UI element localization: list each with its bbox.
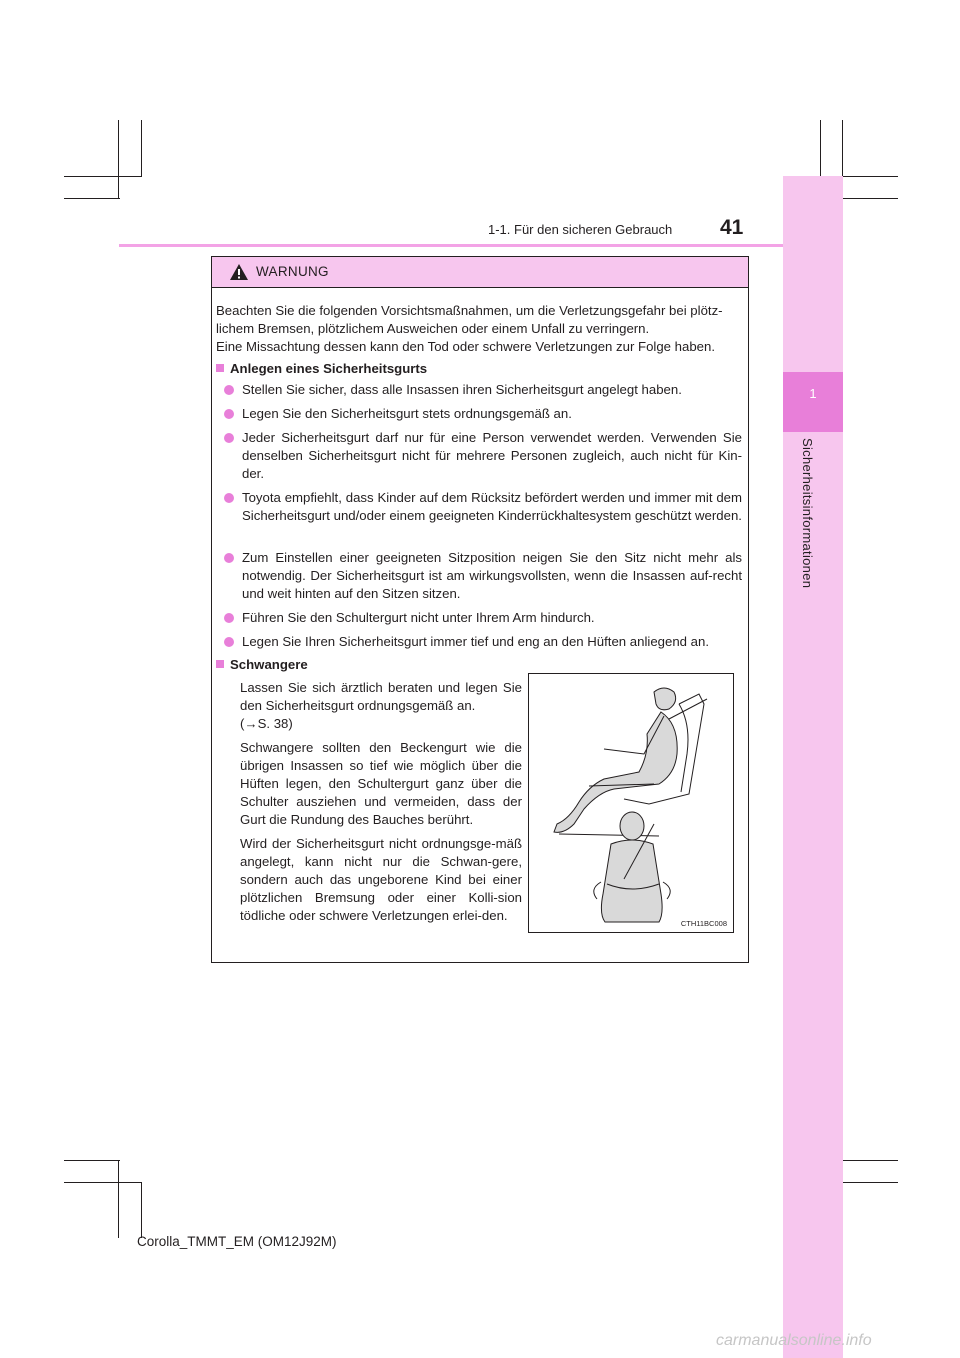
- list-item: [224, 405, 742, 423]
- crop-mark: [842, 198, 898, 199]
- pregnant-paragraph-2: Schwangere sollten den Beckengurt wie die übrigen Insassen so tief wie möglich über die Hüften legen, den Schultergurt ganz über die Schulter ausziehen und vermeiden, dass der Gurt die Rundung des Bauches berührt.: [240, 740, 522, 827]
- list-item-text: Toyota empfiehlt, dass Kinder auf dem Rücksitz befördert werden und immer mit dem Sicherheitsgurt und/oder einem geeigneten Kinderrückhaltesystem geschützt werden.: [242, 490, 742, 523]
- crop-mark: [820, 120, 821, 176]
- warning-header: [212, 257, 748, 288]
- crop-mark: [64, 198, 120, 199]
- square-bullet-icon: [216, 364, 224, 372]
- page-reference: (→S. 38): [240, 716, 293, 731]
- warning-box: [211, 256, 749, 963]
- chapter-label: Sicherheitsinformationen: [800, 438, 815, 589]
- list-item-text: Legen Sie den Sicherheitsgurt stets ordnungsgemäß an.: [242, 406, 572, 421]
- list-item: [224, 429, 742, 483]
- list-item: [224, 633, 742, 651]
- crop-mark: [842, 1160, 898, 1161]
- list-item-text: Zum Einstellen einer geeigneten Sitzposition neigen Sie den Sitz nicht mehr als notwendig. Der Sicherheitsgurt ist am wirkungsvollsten, wenn die Insassen auf-recht und weit hinten auf den Sitzen sitzen.: [242, 550, 742, 601]
- heading-text: Schwangere: [230, 657, 308, 672]
- bullet-dot-icon: [224, 613, 234, 623]
- list-item-text: Stellen Sie sicher, dass alle Insassen ihren Sicherheitsgurt angelegt haben.: [242, 382, 682, 397]
- warning-intro: [216, 302, 744, 356]
- pregnant-paragraph-3: Wird der Sicherheitsgurt nicht ordnungsge-mäß angelegt, kann nicht nur die Schwan-gere, sondern auch das ungeborene Kind bei einer plötzlichen Bremsung oder einer Kolli-sion tödliche oder schwere Verletzungen erlei-den.: [240, 836, 522, 923]
- page-number: 41: [720, 216, 744, 239]
- footer-model-code: Corolla_TMMT_EM (OM12J92M): [137, 1234, 337, 1249]
- section-title: 1-1. Für den sicheren Gebrauch: [488, 222, 673, 237]
- bullet-dot-icon: [224, 433, 234, 443]
- chapter-number-tab: [783, 372, 843, 432]
- section-heading-pregnant: [216, 657, 308, 672]
- list-item-text: Legen Sie Ihren Sicherheitsgurt immer tief und eng an den Hüften anliegend an.: [242, 634, 709, 649]
- chapter-number: 1: [809, 386, 817, 401]
- bullet-dot-icon: [224, 493, 234, 503]
- pregnant-seated-figure-image: [529, 674, 733, 932]
- pregnant-paragraph-1: [240, 679, 522, 733]
- list-item-text: Führen Sie den Schultergurt nicht unter Ihrem Arm hindurch.: [242, 610, 595, 625]
- list-item: [224, 489, 742, 525]
- bullet-dot-icon: [224, 637, 234, 647]
- crop-mark: [118, 120, 119, 198]
- intro-line: Eine Missachtung dessen kann den Tod oder schwere Verletzungen zur Folge haben.: [216, 339, 716, 354]
- warning-title: WARNUNG: [256, 264, 329, 279]
- intro-line: Beachten Sie die folgenden Vorsichtsmaßnahmen, um die Verletzungsgefahr bei plötz-: [216, 303, 723, 318]
- crop-mark: [64, 1182, 142, 1183]
- heading-text: Anlegen eines Sicherheitsgurts: [230, 361, 428, 376]
- chapter-side-tab: [783, 176, 843, 1358]
- bullet-dot-icon: [224, 409, 234, 419]
- section-heading-seatbelt: [216, 361, 427, 376]
- list-item: [224, 609, 742, 627]
- list-item: [224, 381, 742, 399]
- bullet-dot-icon: [224, 553, 234, 563]
- crop-mark: [118, 1160, 119, 1238]
- bullet-dot-icon: [224, 385, 234, 395]
- square-bullet-icon: [216, 660, 224, 668]
- illustration-code: CTH11BC008: [680, 919, 727, 928]
- crop-mark: [141, 120, 142, 176]
- warning-triangle-icon: [229, 263, 249, 281]
- header-rule: [119, 244, 783, 247]
- list-item-text: Jeder Sicherheitsgurt darf nur für eine Person verwendet werden. Verwenden Sie denselben Sicherheitsgurt nicht für mehrere Personen zugleich, auch nicht für Kin-der.: [242, 430, 742, 481]
- paragraph-text: Lassen Sie sich ärztlich beraten und legen Sie den Sicherheitsgurt ordnungsgemäß an.: [240, 680, 522, 713]
- intro-line: lichem Bremsen, plötzlichem Ausweichen oder einem Unfall zu verringern.: [216, 321, 650, 336]
- crop-mark: [64, 1160, 120, 1161]
- watermark: carmanualsonline.info: [716, 1332, 872, 1349]
- crop-mark: [64, 176, 142, 177]
- list-item: [224, 549, 742, 603]
- crop-mark: [141, 1182, 142, 1238]
- seatbelt-illustration: [528, 673, 734, 933]
